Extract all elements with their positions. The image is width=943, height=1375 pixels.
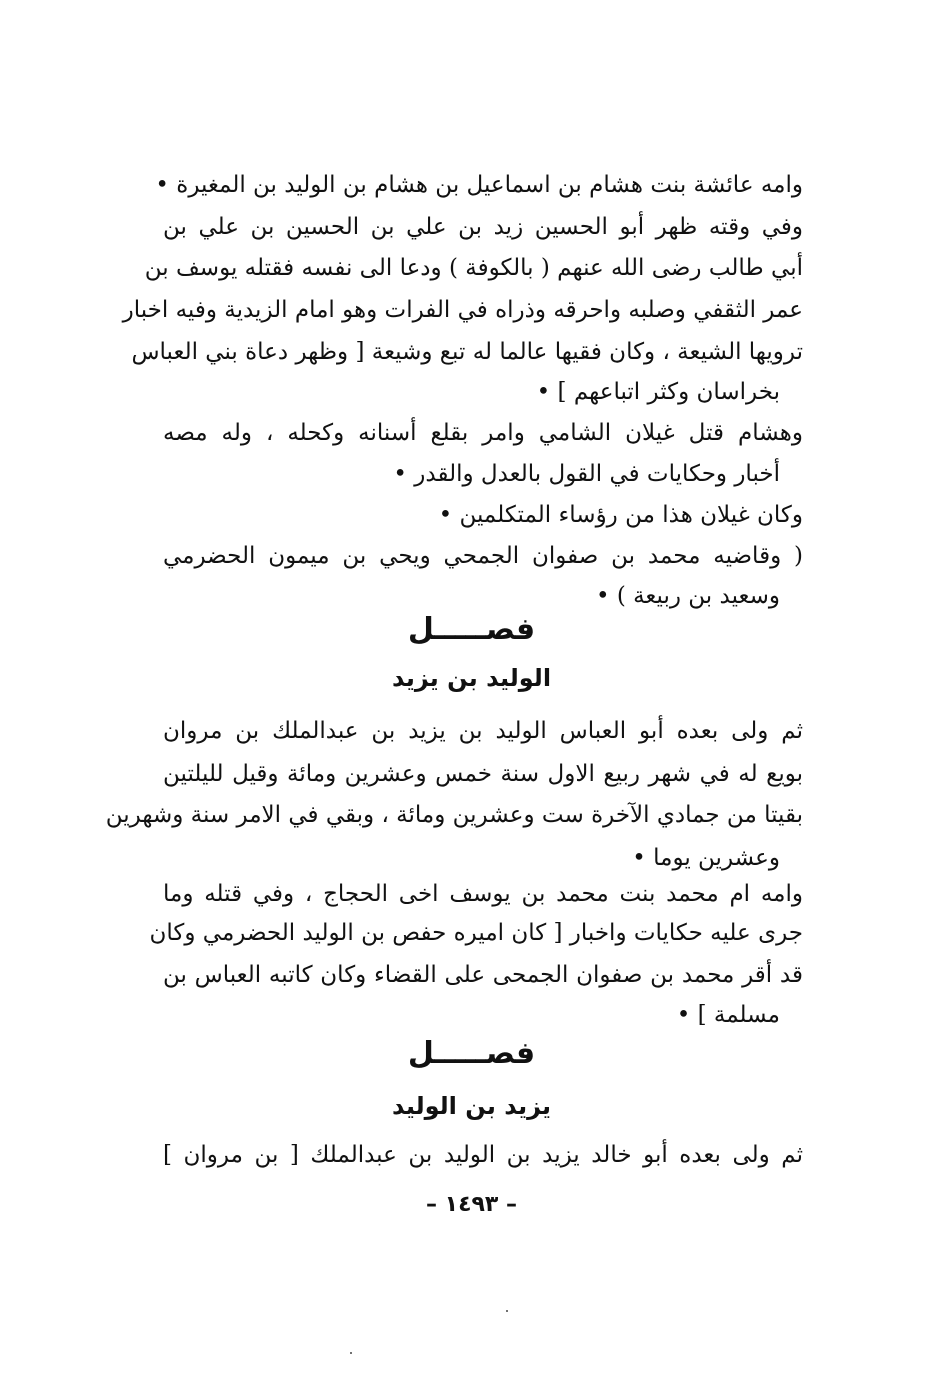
- scan-speck: [350, 1352, 352, 1354]
- text-line: وهشام قتل غيلان الشامي وامر بقلع أسنانه وكحله ، وله مصه: [163, 420, 803, 446]
- text-line: ترويها الشيعة ، وكان فقيها عالما له تبع وشيعة [ وظهر دعاة بني العباس: [131, 339, 803, 365]
- page-number: – ١٤٩٣ –: [425, 1192, 518, 1217]
- text-line: مسلمة ] •: [676, 1002, 780, 1028]
- text-line: بخراسان وكثر اتباعهم ] •: [536, 379, 780, 405]
- section-marker: فصـــــل: [407, 1036, 536, 1071]
- text-line: بويع له في شهر ربيع الاول سنة خمس وعشرين ومائة وقيل لليلتين: [163, 761, 803, 787]
- text-line: أخبار وحكايات في القول بالعدل والقدر •: [393, 461, 780, 487]
- text-line: وكان غيلان هذا من رؤساء المتكلمين •: [438, 502, 803, 528]
- text-line: قد أقر محمد بن صفوان الجمحى على القضاء وكان كاتبه العباس بن: [163, 962, 803, 988]
- text-line: ثم ولى بعده أبو خالد يزيد بن الوليد بن عبدالملك [ بن مروان ]: [163, 1142, 803, 1168]
- text-line: وعشرين يوما •: [632, 845, 780, 871]
- text-line: جرى عليه حكايات واخبار [ كان اميره حفص بن الوليد الحضرمي وكان: [149, 920, 803, 946]
- text-line: وفي وقته ظهر أبو الحسين زيد بن علي بن الحسين بن علي بن: [163, 214, 803, 240]
- text-line: ( وقاضيه محمد بن صفوان الجمحي ويحي بن ميمون الحضرمي: [163, 543, 803, 569]
- text-line: بقيتا من جمادي الآخرة ست وعشرين ومائة ، وبقي في الامر سنة وشهرين: [105, 802, 803, 828]
- section-heading: الوليد بن يزيد: [391, 664, 552, 692]
- text-line: أبي طالب رضى الله عنهم ( بالكوفة ) ودعا الى نفسه فقتله يوسف بن: [144, 255, 803, 281]
- section-marker: فصـــــل: [407, 612, 536, 647]
- scan-speck: [506, 1310, 508, 1312]
- text-line: وامه ام محمد بنت محمد بن يوسف اخى الحجاج ، وفي قتله وما: [163, 881, 803, 907]
- text-line: وسعيد بن ربيعة ) •: [595, 583, 780, 609]
- section-heading: يزيد بن الوليد: [391, 1092, 552, 1120]
- text-line: عمر الثقفي وصلبه واحرقه وذراه في الفرات وهو امام الزيدية وفيه اخبار: [122, 297, 803, 323]
- text-line: وامه عائشة بنت هشام بن اسماعيل بن هشام بن الوليد بن المغيرة •: [155, 172, 803, 198]
- text-line: ثم ولى بعده أبو العباس الوليد بن يزيد بن عبدالملك بن مروان: [163, 718, 803, 744]
